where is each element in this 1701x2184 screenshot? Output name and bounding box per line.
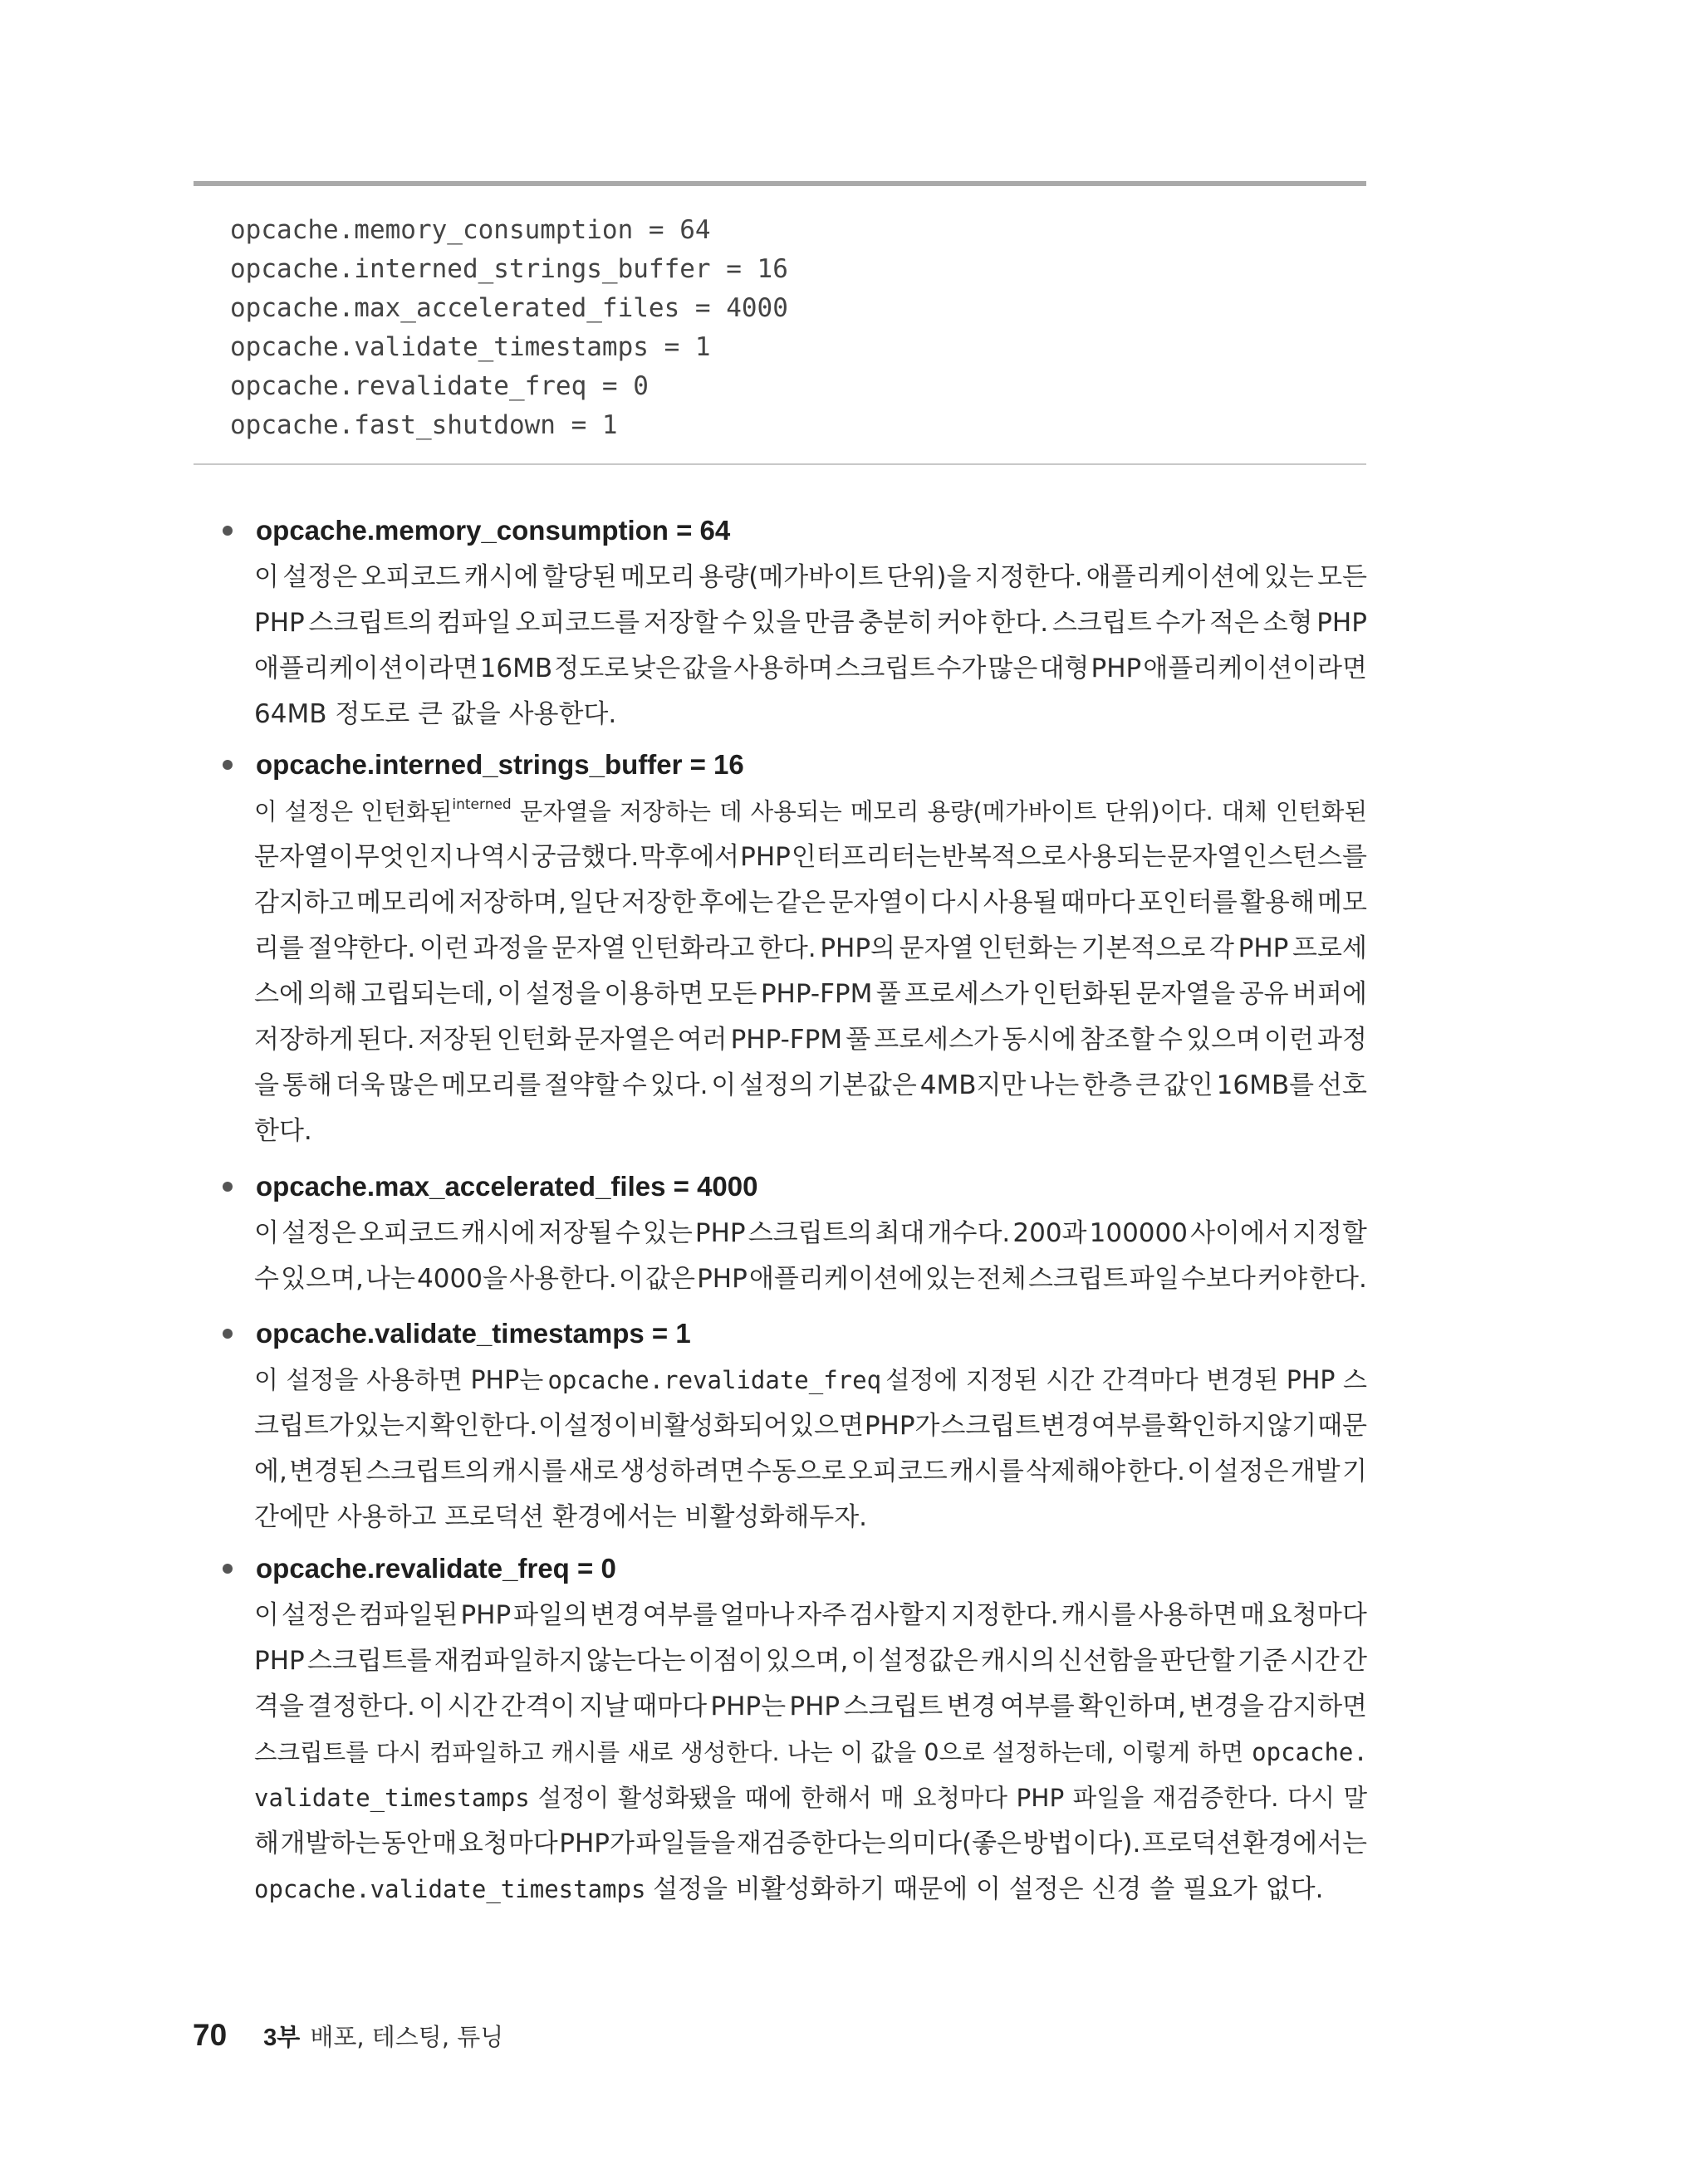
text-segment [254,789,512,835]
text-fragment: 설정에 지정된 시간 간격마다 변경된 PHP 스 [885,1366,1367,1395]
setting-description [254,1593,1367,1912]
text-line [254,1730,1367,1775]
bullet-icon [223,760,233,770]
setting-description [254,1358,1367,1540]
bullet-icon [223,526,233,536]
text-line: 리를 절약한다. 이런 과정을 문자열 인턴화라고 한다. PHP의 문자열 인턴화는 기본적으로 각 PHP 프로세 [254,933,1367,963]
part-title: 배포, 테스팅, 튜닝 [310,2023,504,2051]
text-line: 해 개발하는 동안 매 요청마다 PHP가 파일들을 재검증한다는 의미다(좋은 방법이다). 프로덕션 환경에서는 [254,1829,1367,1858]
text-line [254,1867,1367,1912]
text-fragment: 설정을 비활성화하기 때문에 이 설정은 신경 쓸 필요가 없다. [653,1874,1324,1904]
text-line: 수 있으며, 나는 4000을 사용한다. 이 값은 PHP 애플리케이션에 있는 전체 스크립트 파일 수보다 커야 한다. [254,1264,1367,1294]
text-line: 크립트가 있는지 확인한다. 이 설정이 비활성화되어 있으면 PHP가 스크립트 변경 여부를 확인하지 않기 때문 [254,1411,1367,1441]
page-footer [193,2018,503,2068]
setting-description [254,789,1367,1154]
text-line: 을 통해 더욱 많은 메모리를 절약할 수 있다. 이 설정의 기본값은 4MB지만 나는 한층 큰 값인 16MB를 선호 [254,1070,1367,1100]
setting-title: opcache.revalidate_freq = 0 [256,1553,616,1584]
text-line: 에, 변경된 스크립트의 캐시를 새로 생성하려면 수동으로 오피코드 캐시를 삭제해야 한다. 이 설정은 개발 기 [254,1457,1367,1486]
text-line [254,1358,1367,1403]
text-fragment: 스크립트를 다시 컴파일하고 캐시를 새로 생성한다. 나는 이 값을 0으로 설정하는데, 이렇게 하면 [254,1739,1244,1766]
inline-code: opcache.revalidate_freq [547,1366,882,1394]
inline-code: opcache. [1252,1738,1368,1766]
bullet-icon [223,1329,233,1339]
setting-title: opcache.validate_timestamps = 1 [256,1318,691,1349]
code-line: opcache.fast_shutdown = 1 [230,410,618,440]
setting-title: opcache.max_accelerated_files = 4000 [256,1171,758,1202]
text-fragment: 이 설정은 인턴화된 [254,798,453,825]
page-number: 70 [193,2018,228,2052]
text-line [254,789,1367,835]
code-line: opcache.interned_strings_buffer = 16 [230,254,788,284]
setting-title: opcache.interned_strings_buffer = 16 [256,749,744,780]
text-line: 64MB 정도로 큰 값을 사용한다. [254,699,617,729]
text-line: 이 설정은 오피코드 캐시에 저장될 수 있는 PHP 스크립트의 최대 개수다. 200과 100000 사이에서 지정할 [254,1218,1367,1248]
inline-code: opcache.validate_timestamps [254,1875,646,1903]
setting-title: opcache.memory_consumption = 64 [256,515,731,546]
text-line: 감지하고 메모리에 저장하며, 일단 저장한 후에는 같은 문자열이 다시 사용될 때마다 포인터를 활용해 메모 [254,888,1367,918]
code-line: opcache.validate_timestamps = 1 [230,332,711,362]
text-line: 한다. [254,1116,312,1146]
footnote-term: interned [452,796,512,813]
text-line: 간에만 사용하고 프로덕션 환경에서는 비활성화해두자. [254,1502,868,1532]
text-line: 저장하게 된다. 저장된 인턴화 문자열은 여러 PHP-FPM 풀 프로세스가 동시에 참조할 수 있으며 이런 과정 [254,1025,1367,1055]
inline-code: validate_timestamps [254,1784,530,1812]
bullet-icon [223,1564,233,1574]
text-line: 애플리케이션이라면 16MB 정도로 낮은 값을 사용하며 스크립트 수가 많은 대형 PHP 애플리케이션이라면 [254,654,1367,683]
text-fragment: 문자열을 저장하는 데 사용되는 메모리 용량(메가바이트 단위)이다. 대체 인턴화된 [519,798,1367,825]
setting-description [254,1211,1367,1302]
part-number: 3부 [263,2025,301,2051]
text-line [254,1775,1367,1821]
text-line: PHP 스크립트를 재컴파일하지 않는다는 이점이 있으며, 이 설정값은 캐시의 신선함을 판단할 기준 시간 간 [254,1646,1367,1676]
text-fragment: 이 설정을 사용하면 PHP는 [254,1366,544,1395]
code-line: opcache.revalidate_freq = 0 [230,371,649,401]
setting-description [254,555,1367,737]
text-line: 스에 의해 고립되는데, 이 설정을 이용하면 모든 PHP-FPM 풀 프로세스가 인턴화된 문자열을 공유 버퍼에 [254,979,1367,1009]
code-line: opcache.max_accelerated_files = 4000 [230,293,788,323]
text-line: PHP 스크립트의 컴파일 오피코드를 저장할 수 있을 만큼 충분히 커야 한다. 스크립트 수가 적은 소형 PHP [254,608,1367,638]
code-line: opcache.memory_consumption = 64 [230,215,711,245]
text-fragment: 설정이 활성화됐을 때에 한해서 매 요청마다 PHP 파일을 재검증한다. 다시 말 [537,1784,1367,1812]
code-block [194,181,1366,465]
text-line: 격을 결정한다. 이 시간 간격이 지날 때마다 PHP는 PHP 스크립트 변경 여부를 확인하며, 변경을 감지하면 [254,1692,1367,1721]
text-line: 이 설정은 오피코드 캐시에 할당된 메모리 용량(메가바이트 단위)을 지정한다. 애플리케이션에 있는 모든 [254,562,1367,592]
text-line: 이 설정은 컴파일된 PHP 파일의 변경 여부를 얼마나 자주 검사할지 지정한다. 캐시를 사용하면 매 요청마다 [254,1600,1367,1630]
bullet-icon [223,1182,233,1192]
text-line: 문자열이 무엇인지 나 역시 궁금했다. 막후에서 PHP 인터프리터는 반복적으로 사용되는 문자열 인스턴스를 [254,842,1367,872]
